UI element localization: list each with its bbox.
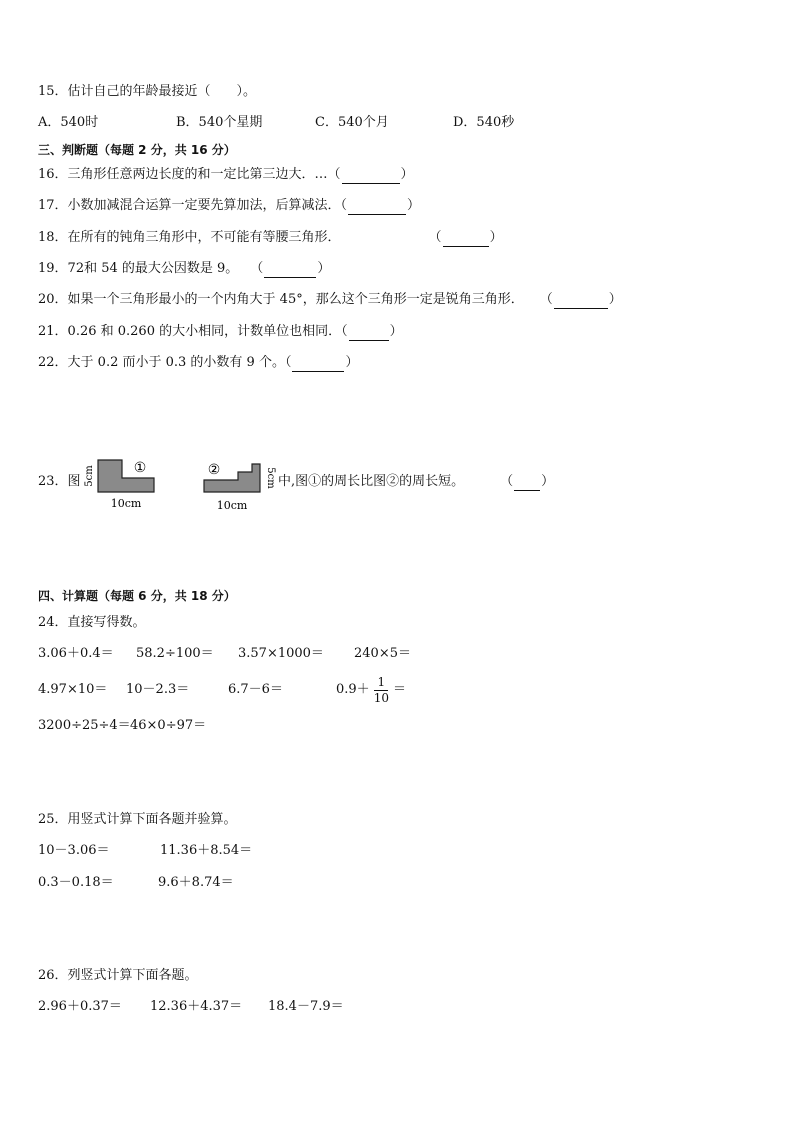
q21-close-paren: ） [389,324,403,339]
q15-option-c: C．540个月 [315,115,389,130]
q21-text: 21．0.26 和 0.260 的大小相同，计数单位也相同．（ [38,324,348,339]
figure-1-number: ① [133,460,147,476]
q20-open-paren: （ [539,292,553,307]
figure-1 [84,456,162,512]
q19-open-paren: （ [250,261,264,276]
q23-suffix-line [278,473,554,491]
q24-item-3: 3.57×1000＝ [238,646,324,661]
q19-text: 19．72和 54 的最大公因数是 9。 [38,261,239,276]
q22-close-paren: ） [345,355,359,370]
q16-close-paren: ） [400,167,414,182]
q24-item-9: 3200÷25÷4＝ [38,718,131,733]
section-4-title: 四、计算题（每题 6 分，共 18 分） [38,589,236,603]
figure-2-width-label: 10cm [216,499,248,512]
q26-item-2: 12.36＋4.37＝ [150,999,243,1014]
q24-item-2: 58.2÷100＝ [136,646,214,661]
q25-item-4: 9.6＋8.74＝ [158,875,234,890]
question-15-stem: 15．估计自己的年龄最接近（ ）。 [38,84,257,99]
q25-item-3: 0.3－0.18＝ [38,875,114,890]
fraction-one-tenth [372,675,391,706]
q19-close-paren: ） [317,261,331,276]
q24-item-8-prefix: 0.9＋ [336,682,370,697]
q18-close-paren: ） [489,230,503,245]
q20-answer-blank[interactable] [554,295,608,309]
q20-close-paren: ） [608,292,622,307]
q24-item-1: 3.06＋0.4＝ [38,646,114,661]
q24-item-6: 10－2.3＝ [126,682,190,697]
q15-option-a: A．540时 [38,115,99,130]
question-24-stem: 24．直接写得数。 [38,615,146,630]
q25-item-1: 10－3.06＝ [38,843,110,858]
q15-option-d: D．540秒 [453,115,515,130]
question-16 [38,166,414,184]
figure-1-height-label: 5cm [84,465,95,487]
question-26-stem: 26．列竖式计算下面各题。 [38,968,198,983]
q23-suffix: 中,图①的周长比图②的周长短。 [278,474,465,489]
question-25-stem: 25．用竖式计算下面各题并验算。 [38,812,237,827]
figure-1-drawing [84,456,162,512]
q17-close-paren: ） [407,198,421,213]
q24-item-4: 240×5＝ [354,646,411,661]
question-18 [38,229,503,247]
q22-text: 22．大于 0.2 而小于 0.3 的小数有 9 个。（ [38,355,292,370]
q24-item-5: 4.97×10＝ [38,682,108,697]
q25-item-2: 11.36＋8.54＝ [160,843,253,858]
figure-2-height-label: 5cm [265,467,276,489]
q16-text: 16．三角形任意两边长度的和一定比第三边大．…（ [38,167,341,182]
q19-answer-blank[interactable] [264,264,316,278]
q21-answer-blank[interactable] [349,327,389,341]
question-21 [38,323,403,341]
q22-answer-blank[interactable] [292,358,344,372]
q23-answer-blank[interactable] [514,477,540,491]
q24-item-10: 46×0÷97＝ [130,718,207,733]
q20-text: 20．如果一个三角形最小的一个内角大于 45°，那么这个三角形一定是锐角三角形． [38,292,524,307]
question-17 [38,197,420,215]
q24-item-7: 6.7－6＝ [228,682,283,697]
q18-open-paren: （ [428,230,442,245]
figure-2-drawing [200,456,278,514]
q26-item-1: 2.96＋0.37＝ [38,999,122,1014]
fraction-denominator: 10 [373,690,389,705]
figure-2-number: ② [207,462,221,478]
fraction-numerator: 1 [377,674,386,689]
q23-close-paren: ） [541,474,555,489]
figure-2 [200,456,278,514]
q26-item-3: 18.4－7.9＝ [268,999,344,1014]
question-20 [38,291,622,309]
q17-answer-blank[interactable] [348,201,406,215]
q15-option-b: B．540个星期 [176,115,263,130]
q24-item-8 [336,670,406,710]
q16-answer-blank[interactable] [342,170,400,184]
q23-open-paren: （ [500,474,514,489]
q18-answer-blank[interactable] [443,233,489,247]
question-19 [38,260,330,278]
figure-1-width-label: 10cm [110,497,142,510]
q17-text: 17．小数加减混合运算一定要先算加法，后算减法．（ [38,198,348,213]
section-3-title: 三、判断题（每题 2 分，共 16 分） [38,143,236,157]
q24-item-8-suffix: ＝ [392,682,406,697]
question-22 [38,354,358,372]
q18-text: 18．在所有的钝角三角形中，不可能有等腰三角形． [38,230,341,245]
q23-prefix: 23．图 [38,474,81,489]
